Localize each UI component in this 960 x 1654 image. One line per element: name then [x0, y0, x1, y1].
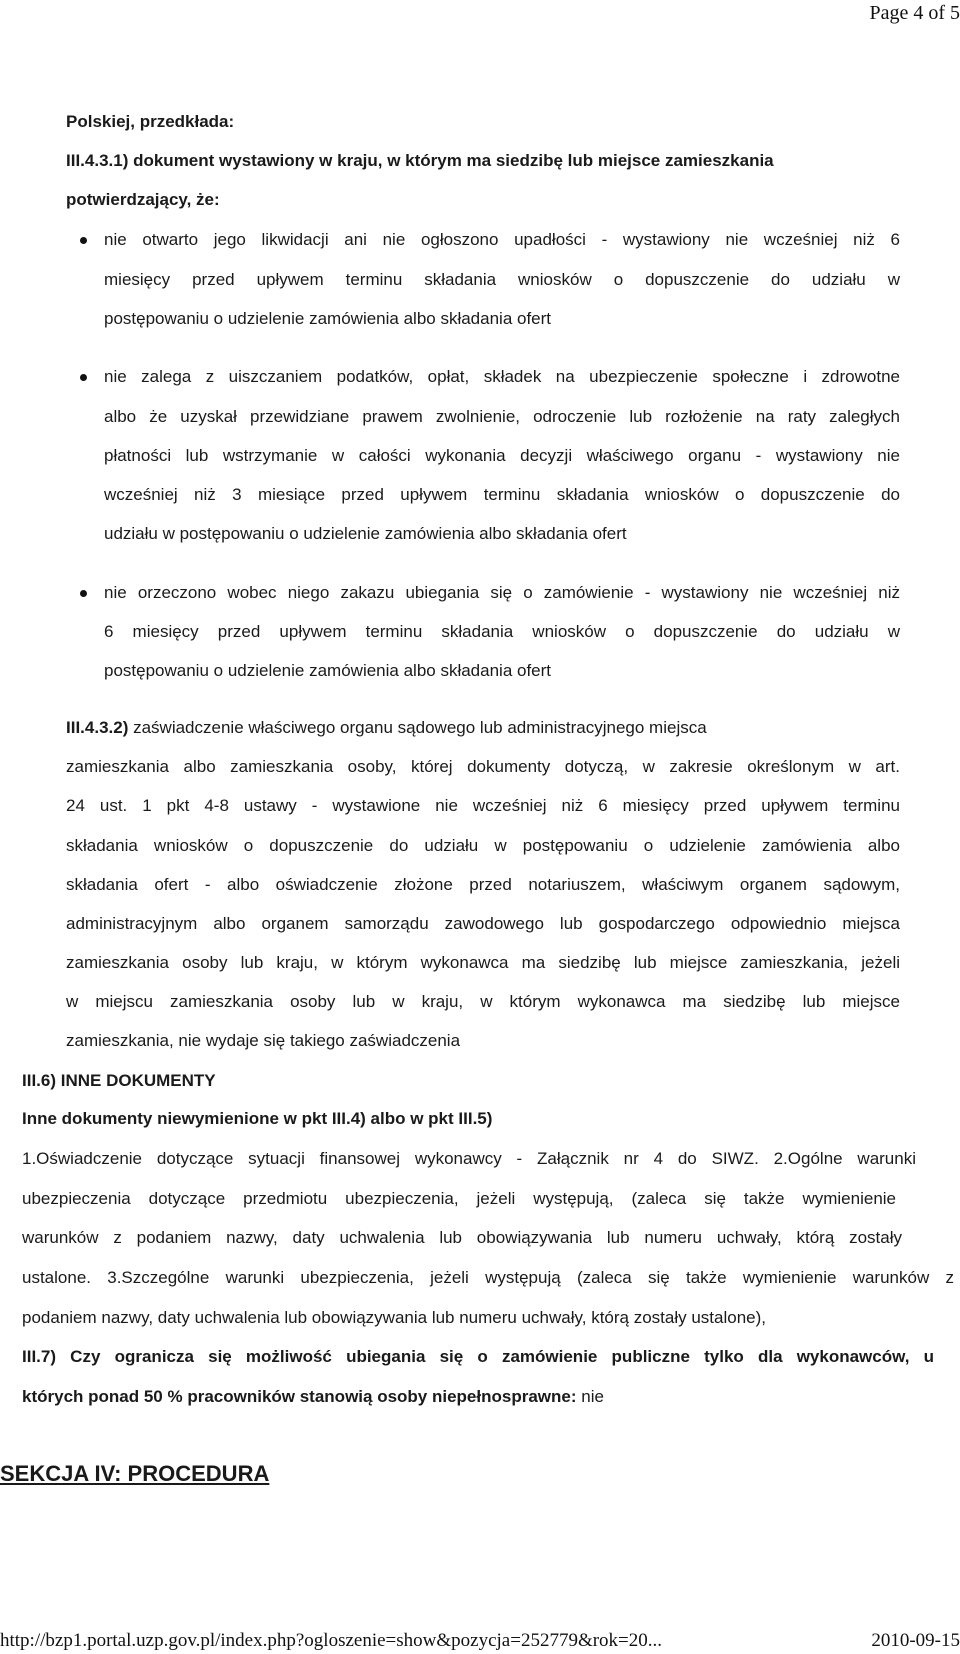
p2-line-7: zamieszkania osoby lub kraju, w którym wykonawca ma siedzibę lub miejsce zamieszkania, jeżeli [66, 953, 900, 972]
section-3-6-subtitle: Inne dokumenty niewymienione w pkt III.4) albo w pkt III.5) [22, 1109, 493, 1128]
section-3-6-title: III.6) INNE DOKUMENTY [22, 1071, 216, 1090]
p2-label: III.4.3.2) [66, 718, 129, 737]
bullet1-line-1: nie otwarto jego likwidacji ani nie ogłoszono upadłości - wystawiony nie wcześniej niż 6 [104, 230, 900, 249]
bullet2-line-2: albo że uzyskał przewidziane prawem zwolnienie, odroczenie lub rozłożenie na raty zaległych [104, 407, 900, 426]
section-3-6-line-3: warunków z podaniem nazwy, daty uchwalenia lub obowiązywania lub numeru uchwały, którą zostały [22, 1228, 902, 1247]
section-3-6-line-1: 1.Oświadczenie dotyczące sytuacji finansowej wykonawcy - Załącznik nr 4 do SIWZ. 2.Ogólne warunki [22, 1149, 916, 1168]
p2-line-2: zamieszkania albo zamieszkania osoby, której dokumenty dotyczą, w zakresie określonym w art. [66, 757, 900, 776]
p2-line-6: administracyjnym albo organem samorządu zawodowego lub gospodarczego odpowiednio miejsca [66, 914, 900, 933]
p1-heading-line-1: III.4.3.1) dokument wystawiony w kraju, w którym ma siedzibę lub miejsce zamieszkania [66, 151, 774, 170]
section-3-7-question-line-1: III.7) Czy ogranicza się możliwość ubiegania się o zamówienie publiczne tylko dla wykonawców, u [22, 1347, 934, 1366]
p2-line-3: 24 ust. 1 pkt 4-8 ustawy - wystawione nie wcześniej niż 6 miesięcy przed upływem terminu [66, 796, 900, 815]
p2-line-1 [66, 718, 707, 738]
p2-line-8: w miejscu zamieszkania osoby lub w kraju, w którym wykonawca ma siedzibę lub miejsce [66, 992, 900, 1011]
p2-line-5: składania ofert - albo oświadczenie złożone przed notariuszem, właściwym organem sądowym, [66, 875, 900, 894]
footer-date: 2010-09-15 [871, 1630, 960, 1651]
bullet1-line-3: postępowaniu o udzielenie zamówienia albo składania ofert [104, 309, 552, 328]
p2-line-9: zamieszkania, nie wydaje się takiego zaświadczenia [66, 1031, 461, 1050]
bullet3-line-2: 6 miesięcy przed upływem terminu składania wniosków o dopuszczenie do udziału w [104, 622, 900, 641]
section-4-heading: SEKCJA IV: PROCEDURA [0, 1461, 270, 1486]
p1-heading-line-2: potwierdzający, że: [66, 190, 220, 209]
bullet-icon [80, 374, 87, 381]
section-3-6-line-2: ubezpieczenia dotyczące przedmiotu ubezpieczenia, jeżeli występują, (zaleca się także wymienienie [22, 1189, 896, 1208]
section-3-6-line-4: ustalone. 3.Szczególne warunki ubezpieczenia, jeżeli występują (zaleca się także wymienienie warunków z [22, 1268, 954, 1287]
bullet3-line-1: nie orzeczono wobec niego zakazu ubiegania się o zamówienie - wystawiony nie wcześniej niż [104, 583, 900, 602]
bullet-icon [80, 590, 87, 597]
p2-line-4: składania wniosków o dopuszczenie do udziału w postępowaniu o udzielenie zamówienia albo [66, 836, 900, 855]
section-3-6-line-5: podaniem nazwy, daty uchwalenia lub obowiązywania lub numeru uchwały, którą zostały ustalone), [22, 1308, 766, 1327]
bullet2-line-5: udziału w postępowaniu o udzielenie zamówienia albo składania ofert [104, 524, 627, 543]
intro-line: Polskiej, przedkłada: [66, 112, 235, 131]
bullet2-line-4: wcześniej niż 3 miesiące przed upływem terminu składania wniosków o dopuszczenie do [104, 485, 900, 504]
bullet1-line-2: miesięcy przed upływem terminu składania wniosków o dopuszczenie do udziału w [104, 270, 900, 289]
bullet3-line-3: postępowaniu o udzielenie zamówienia albo składania ofert [104, 661, 552, 680]
bullet2-line-1: nie zalega z uiszczaniem podatków, opłat, składek na ubezpieczenie społeczne i zdrowotne [104, 367, 900, 386]
p2-text: zaświadczenie właściwego organu sądowego lub administracyjnego miejsca [128, 718, 707, 737]
footer-url: http://bzp1.portal.uzp.gov.pl/index.php?ogloszenie=show&pozycja=252779&rok=20... [0, 1630, 663, 1651]
bullet-icon [80, 237, 87, 244]
section-3-7-question-text: których ponad 50 % pracowników stanowią osoby niepełnosprawne: [22, 1387, 577, 1406]
bullet2-line-3: płatności lub wstrzymanie w całości wykonania decyzji właściwego organu - wystawiony nie [104, 446, 900, 465]
page-indicator: Page 4 of 5 [869, 2, 960, 24]
section-3-7-question-line-2 [22, 1387, 604, 1407]
section-3-7-answer: nie [576, 1387, 604, 1406]
